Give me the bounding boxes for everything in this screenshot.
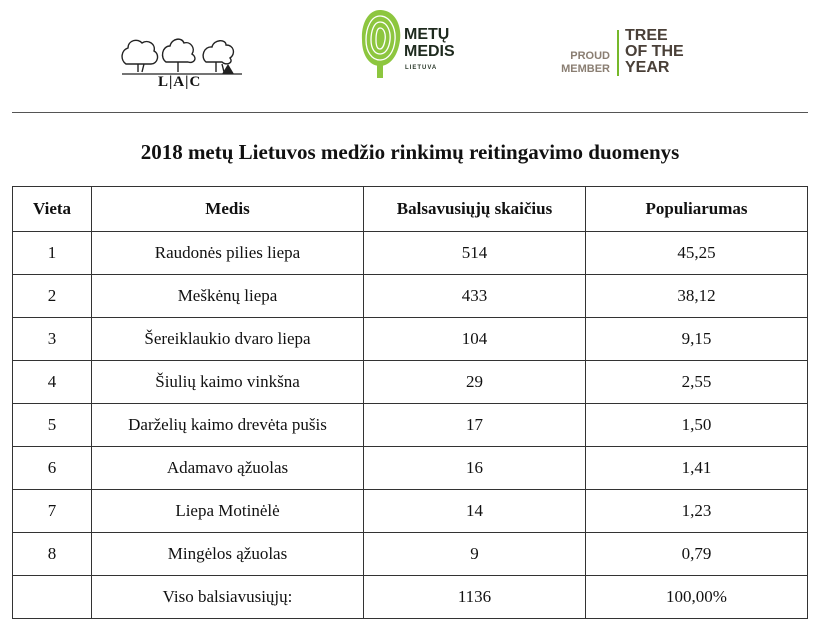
header-vieta: Vieta	[13, 187, 92, 232]
cell-populiarumas: 1,23	[586, 490, 808, 533]
table-row	[13, 318, 808, 361]
toty-line2: OF THE	[625, 43, 684, 60]
table-total-row	[13, 576, 808, 619]
tree-of-the-year-text	[625, 28, 684, 76]
toty-line1: TREE	[625, 27, 668, 44]
cell-medis: Šereiklaukio dvaro liepa	[92, 318, 364, 361]
tree-of-the-year-logo	[555, 28, 715, 80]
header-divider	[12, 112, 808, 113]
cell-balsai: 17	[364, 404, 586, 447]
cell-populiarumas: 38,12	[586, 275, 808, 318]
cell-vieta: 5	[13, 404, 92, 447]
header-medis: Medis	[92, 187, 364, 232]
toty-divider	[617, 30, 619, 76]
cell-medis: Meškėnų liepa	[92, 275, 364, 318]
cell-balsai: 433	[364, 275, 586, 318]
cell-populiarumas: 2,55	[586, 361, 808, 404]
toty-line3: YEAR	[625, 59, 670, 76]
cell-vieta: 6	[13, 447, 92, 490]
cell-medis: Liepa Motinėlė	[92, 490, 364, 533]
cell-vieta: 3	[13, 318, 92, 361]
cell-total-empty	[13, 576, 92, 619]
cell-vieta: 7	[13, 490, 92, 533]
cell-populiarumas: 1,50	[586, 404, 808, 447]
header-balsavusiuju: Balsavusiųjų skaičius	[364, 187, 586, 232]
cell-populiarumas: 0,79	[586, 533, 808, 576]
cell-balsai: 14	[364, 490, 586, 533]
cell-balsai: 29	[364, 361, 586, 404]
table-row	[13, 490, 808, 533]
cell-medis: Adamavo ąžuolas	[92, 447, 364, 490]
cell-vieta: 1	[13, 232, 92, 275]
table-header-row	[13, 187, 808, 232]
table-row	[13, 232, 808, 275]
table-row	[13, 533, 808, 576]
table-row	[13, 404, 808, 447]
cell-vieta: 2	[13, 275, 92, 318]
cell-total-balsai: 1136	[364, 576, 586, 619]
metu-medis-wordmark	[404, 26, 455, 60]
table-row	[13, 447, 808, 490]
cell-medis: Mingėlos ąžuolas	[92, 533, 364, 576]
cell-populiarumas: 1,41	[586, 447, 808, 490]
table-row	[13, 361, 808, 404]
cell-total-label: Viso balsiavusiųjų:	[92, 576, 364, 619]
cell-medis: Šiulių kaimo vinkšna	[92, 361, 364, 404]
header-populiarumas: Populiarumas	[586, 187, 808, 232]
table-row	[13, 275, 808, 318]
cell-balsai: 104	[364, 318, 586, 361]
cell-vieta: 8	[13, 533, 92, 576]
fingerprint-tree-icon	[360, 8, 404, 80]
cell-medis: Darželių kaimo drevėta pušis	[92, 404, 364, 447]
proud-member-text	[555, 50, 610, 76]
header-logos	[0, 0, 820, 100]
cell-vieta: 4	[13, 361, 92, 404]
lac-trees-icon	[118, 30, 248, 76]
page-title: 2018 metų Lietuvos medžio rinkimų reitingavimo duomenys	[140, 140, 680, 164]
cell-populiarumas: 45,25	[586, 232, 808, 275]
metu-medis-logo	[360, 8, 480, 80]
cell-balsai: 16	[364, 447, 586, 490]
cell-medis: Raudonės pilies liepa	[92, 232, 364, 275]
lac-label: L|A|C	[158, 74, 202, 90]
proud-label: PROUD	[570, 50, 610, 62]
member-label: MEMBER	[561, 63, 610, 75]
lac-logo	[118, 30, 248, 94]
ranking-table	[12, 186, 808, 619]
metu-sub: LIETUVA	[405, 65, 438, 71]
cell-balsai: 9	[364, 533, 586, 576]
metu-line2: MEDIS	[404, 43, 455, 60]
cell-populiarumas: 9,15	[586, 318, 808, 361]
cell-balsai: 514	[364, 232, 586, 275]
metu-line1: METŲ	[404, 26, 450, 43]
cell-total-populiarumas: 100,00%	[586, 576, 808, 619]
